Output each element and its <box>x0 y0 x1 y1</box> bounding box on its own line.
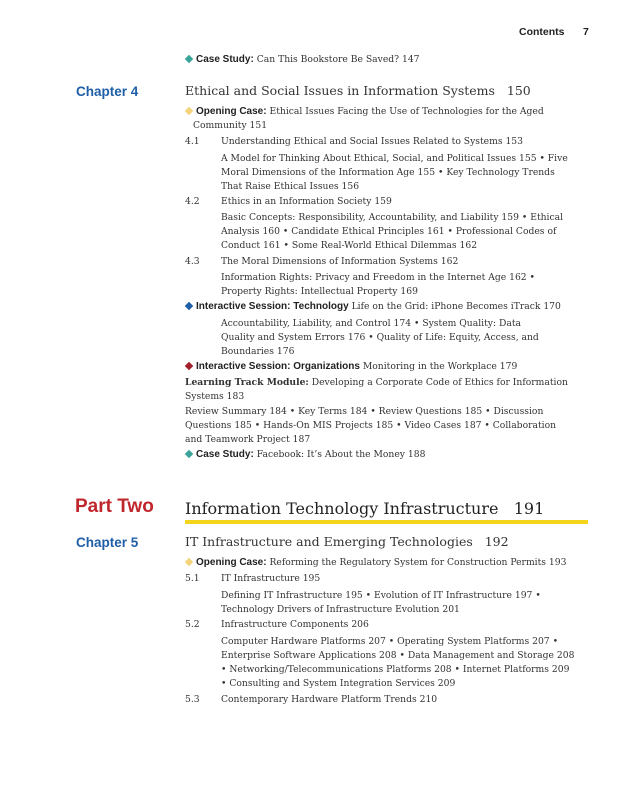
teal-diamond-icon <box>185 450 193 458</box>
chapter-4-opening-case[interactable] <box>184 104 544 119</box>
yellow-diamond-icon <box>185 107 193 115</box>
learning-track-text: Developing a Corporate Code of Ethics for Information <box>311 377 568 388</box>
part-two-title-text: Information Technology Infrastructure <box>185 499 499 518</box>
running-header-section: Contents <box>519 26 565 38</box>
teal-diamond-icon <box>185 55 193 63</box>
review-line-1: Review Summary 184 • Key Terms 184 • Review Questions 185 • Discussion <box>185 406 544 417</box>
section-4-1-title[interactable]: Understanding Ethical and Social Issues Related to Systems 153 <box>221 136 523 147</box>
interactive-technology-label: Interactive Session: Technology <box>196 301 349 312</box>
chapter-5-title[interactable] <box>185 534 509 549</box>
section-4-3-number: 4.3 <box>185 256 200 267</box>
part-two-page: 191 <box>513 499 545 518</box>
part-two-label: Part Two <box>75 496 154 517</box>
section-4-3-title[interactable]: The Moral Dimensions of Information Systems 162 <box>221 256 459 267</box>
opening-case-text: Reforming the Regulatory System for Construction Permits 193 <box>269 557 567 568</box>
section-4-3-topics-1: Information Rights: Privacy and Freedom in the Internet Age 162 • <box>221 272 535 283</box>
opening-case-label: Opening Case: <box>196 557 267 568</box>
learning-track-module[interactable] <box>185 375 568 390</box>
chapter-4-title[interactable] <box>185 83 531 98</box>
interactive-session-organizations[interactable] <box>184 359 517 374</box>
part-divider-rule <box>185 520 588 524</box>
review-line-3: and Teamwork Project 187 <box>185 434 311 445</box>
page-number: 7 <box>583 26 589 38</box>
section-4-1-number: 4.1 <box>185 136 200 147</box>
red-diamond-icon <box>185 362 193 370</box>
toc-case-study-top[interactable] <box>184 52 420 67</box>
case-study-label: Case Study: <box>196 449 254 460</box>
interactive-organizations-label: Interactive Session: Organizations <box>196 361 360 372</box>
section-4-2-number: 4.2 <box>185 196 200 207</box>
section-5-2-title[interactable]: Infrastructure Components 206 <box>221 619 369 630</box>
chapter-5-opening-case[interactable] <box>184 555 566 570</box>
learning-track-text-cont: Systems 183 <box>185 391 245 402</box>
interactive-organizations-text: Monitoring in the Workplace 179 <box>362 361 518 372</box>
section-4-3-topics-2: Property Rights: Intellectual Property 169 <box>221 286 418 297</box>
section-5-2-number: 5.2 <box>185 619 200 630</box>
section-4-1-topics-3: That Raise Ethical Issues 156 <box>221 181 360 192</box>
section-4-3-topics-3: Accountability, Liability, and Control 174 • System Quality: Data <box>221 318 521 329</box>
learning-track-label: Learning Track Module: <box>185 377 309 388</box>
case-study-text: Facebook: It’s About the Money 188 <box>256 449 426 460</box>
section-4-3-topics-4: Quality and System Errors 176 • Quality of Life: Equity, Access, and <box>221 332 539 343</box>
section-5-1-number: 5.1 <box>185 573 200 584</box>
part-two-title[interactable] <box>185 499 544 518</box>
case-study-text: Can This Bookstore Be Saved? 147 <box>256 54 420 65</box>
chapter-4-page: 150 <box>506 83 531 98</box>
section-4-2-title[interactable]: Ethics in an Information Society 159 <box>221 196 392 207</box>
section-5-2-topics-1: Computer Hardware Platforms 207 • Operating System Platforms 207 • <box>221 636 558 647</box>
opening-case-text: Ethical Issues Facing the Use of Technologies for the Aged <box>269 106 544 117</box>
opening-case-label: Opening Case: <box>196 106 267 117</box>
section-5-3-number: 5.3 <box>185 694 200 705</box>
section-5-1-topics-1: Defining IT Infrastructure 195 • Evolution of IT Infrastructure 197 • <box>221 590 541 601</box>
section-5-2-topics-3: • Networking/Telecommunications Platforms 208 • Internet Platforms 209 <box>221 664 570 675</box>
section-5-1-topics-2: Technology Drivers of Infrastructure Evolution 201 <box>221 604 460 615</box>
section-4-2-topics-2: Analysis 160 • Candidate Ethical Principles 161 • Professional Codes of <box>221 226 557 237</box>
section-4-2-topics-3: Conduct 161 • Some Real-World Ethical Dilemmas 162 <box>221 240 478 251</box>
section-4-3-topics-5: Boundaries 176 <box>221 346 295 357</box>
chapter-4-label: Chapter 4 <box>76 84 139 99</box>
review-line-2: Questions 185 • Hands-On MIS Projects 185 • Video Cases 187 • Collaboration <box>185 420 557 431</box>
interactive-session-technology[interactable] <box>184 299 561 314</box>
chapter-5-label: Chapter 5 <box>76 535 139 550</box>
opening-case-text-cont: Community 151 <box>193 120 268 131</box>
section-5-2-topics-2: Enterprise Software Applications 208 • Data Management and Storage 208 <box>221 650 575 661</box>
section-5-2-topics-4: • Consulting and System Integration Services 209 <box>221 678 456 689</box>
section-4-1-topics-1: A Model for Thinking About Ethical, Social, and Political Issues 155 • Five <box>221 153 568 164</box>
blue-diamond-icon <box>185 302 193 310</box>
case-study-label: Case Study: <box>196 54 254 65</box>
section-5-3-title[interactable]: Contemporary Hardware Platform Trends 210 <box>221 694 438 705</box>
chapter-5-page: 192 <box>484 534 509 549</box>
chapter-4-title-text: Ethical and Social Issues in Information Systems <box>185 83 495 98</box>
interactive-technology-text: Life on the Grid: iPhone Becomes iTrack 170 <box>351 301 561 312</box>
chapter-5-title-text: IT Infrastructure and Emerging Technologies <box>185 534 473 549</box>
section-4-2-topics-1: Basic Concepts: Responsibility, Accountability, and Liability 159 • Ethical <box>221 212 564 223</box>
yellow-diamond-icon <box>185 558 193 566</box>
chapter-4-case-study[interactable] <box>184 447 425 462</box>
section-4-1-topics-2: Moral Dimensions of the Information Age 155 • Key Technology Trends <box>221 167 555 178</box>
section-5-1-title[interactable]: IT Infrastructure 195 <box>221 573 321 584</box>
